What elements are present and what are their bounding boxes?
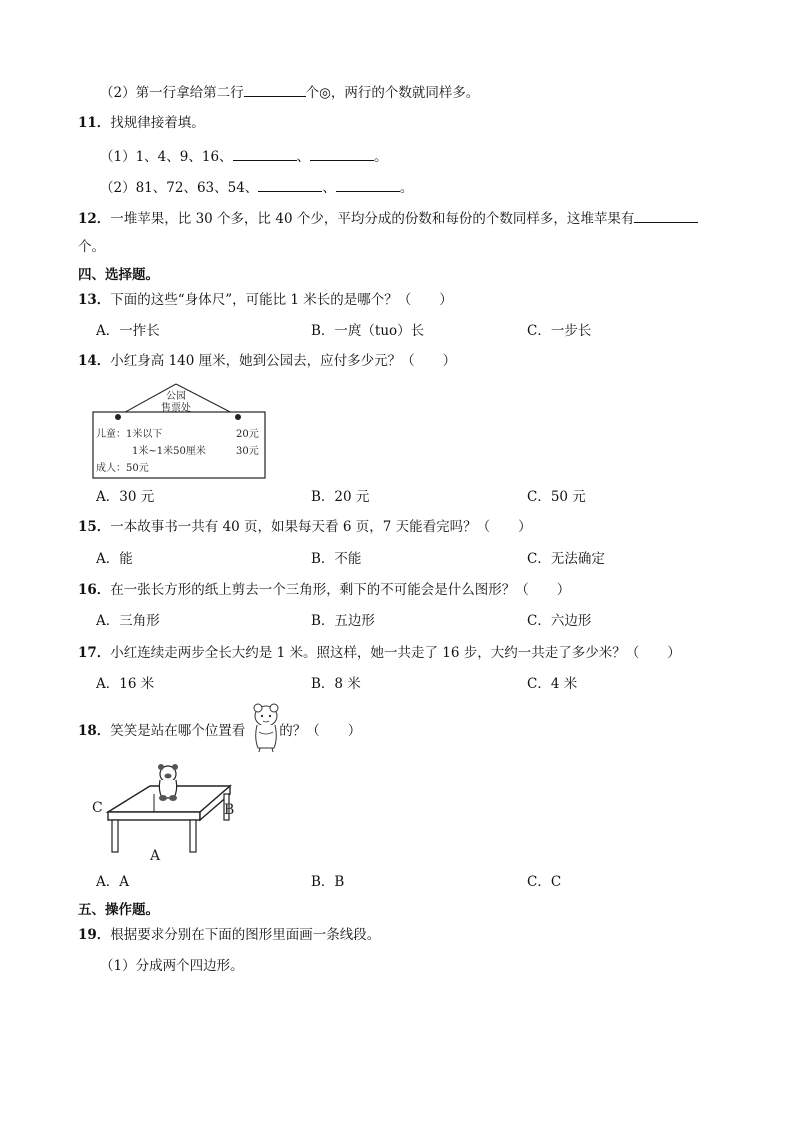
ticket-sign-figure	[90, 380, 270, 482]
q11-part2: （2）81、72、63、54、 、 。	[100, 177, 413, 197]
q13-option-a[interactable]: A．一拃长	[96, 323, 160, 339]
q16-stem: 16．在一张长方形的纸上剪去一个三角形，剩下的不可能会是什么图形？（ ）	[78, 582, 571, 598]
q15-stem: 15．一本故事书一共有 40 页，如果每天看 6 页，7 天能看完吗？（ ）	[78, 519, 532, 535]
q17-option-a[interactable]: A．16 米	[96, 676, 155, 692]
q17-option-b[interactable]: B．8 米	[311, 676, 361, 692]
q11-stem: 11．找规律接着填。	[78, 115, 205, 131]
table-figure	[88, 760, 248, 868]
q12-stem: 12．一堆苹果，比 30 个多，比 40 个少，平均分成的份数和每份的个数同样多，这堆苹果有	[78, 208, 698, 228]
q12-unit: 个。	[78, 239, 105, 255]
section-heading-operation: 五、操作题。	[78, 902, 159, 918]
q19-part1: （1）分成两个四边形。	[100, 958, 244, 974]
q17-stem: 17．小红连续走两步全长大约是 1 米。照这样，她一共走了 16 步，大约一共走了多少米？（ ）	[78, 645, 681, 661]
answer-blank[interactable]	[233, 146, 297, 161]
section-heading-choice: 四、选择题。	[78, 267, 159, 283]
q19-stem: 19．根据要求分别在下面的图形里面画一条线段。	[78, 927, 381, 943]
q14-option-c[interactable]: C．50 元	[527, 489, 586, 505]
toy-animal-icon	[248, 702, 284, 754]
q10-part2: （2）第一行拿给第二行 个◎，两行的个数就同样多。	[100, 82, 479, 102]
q13-stem: 13．下面的这些“身体尺”，可能比 1 米长的是哪个？（ ）	[78, 292, 453, 308]
q11-part1: （1）1、4、9、16、 、 。	[100, 146, 388, 166]
q14-stem: 14．小红身高 140 厘米，她到公园去，应付多少元？（ ）	[78, 353, 457, 369]
position-label-a: A	[150, 848, 161, 864]
q13-option-c[interactable]: C．一步长	[527, 323, 592, 339]
q16-option-b[interactable]: B．五边形	[311, 613, 375, 629]
q18-option-c[interactable]: C．C	[527, 874, 562, 890]
q14-option-b[interactable]: B．20 元	[311, 489, 370, 505]
answer-blank[interactable]	[258, 177, 322, 192]
answer-blank[interactable]	[244, 82, 306, 97]
q15-option-b[interactable]: B．不能	[311, 551, 362, 567]
sign-row3-label: 成人：50元	[96, 463, 149, 474]
q16-option-a[interactable]: A．三角形	[96, 613, 160, 629]
position-label-b: B	[224, 802, 235, 818]
q16-option-c[interactable]: C．六边形	[527, 613, 592, 629]
sign-row2-price: 30元	[236, 446, 259, 457]
position-label-c: C	[92, 800, 103, 816]
q18-stem: 18．笑笑是站在哪个位置看 的？（ ）	[78, 723, 362, 739]
q15-option-a[interactable]: A．能	[96, 551, 133, 567]
sign-row1-price: 20元	[236, 429, 259, 440]
sign-row2-label: 1米~1米50厘米	[132, 446, 206, 457]
q17-option-c[interactable]: C．4 米	[527, 676, 578, 692]
q14-option-a[interactable]: A．30 元	[96, 489, 155, 505]
sign-title-1: 公园	[166, 391, 186, 402]
q13-option-b[interactable]: B．一庹（tuo）长	[311, 323, 425, 339]
answer-blank[interactable]	[634, 208, 698, 223]
sign-row1-label: 儿童：1米以下	[96, 429, 163, 440]
answer-blank[interactable]	[310, 146, 374, 161]
q18-option-b[interactable]: B．B	[311, 874, 345, 890]
sign-title-2: 售票处	[161, 403, 191, 414]
q18-option-a[interactable]: A．A	[96, 874, 129, 890]
answer-blank[interactable]	[336, 177, 400, 192]
q15-option-c[interactable]: C．无法确定	[527, 551, 605, 567]
